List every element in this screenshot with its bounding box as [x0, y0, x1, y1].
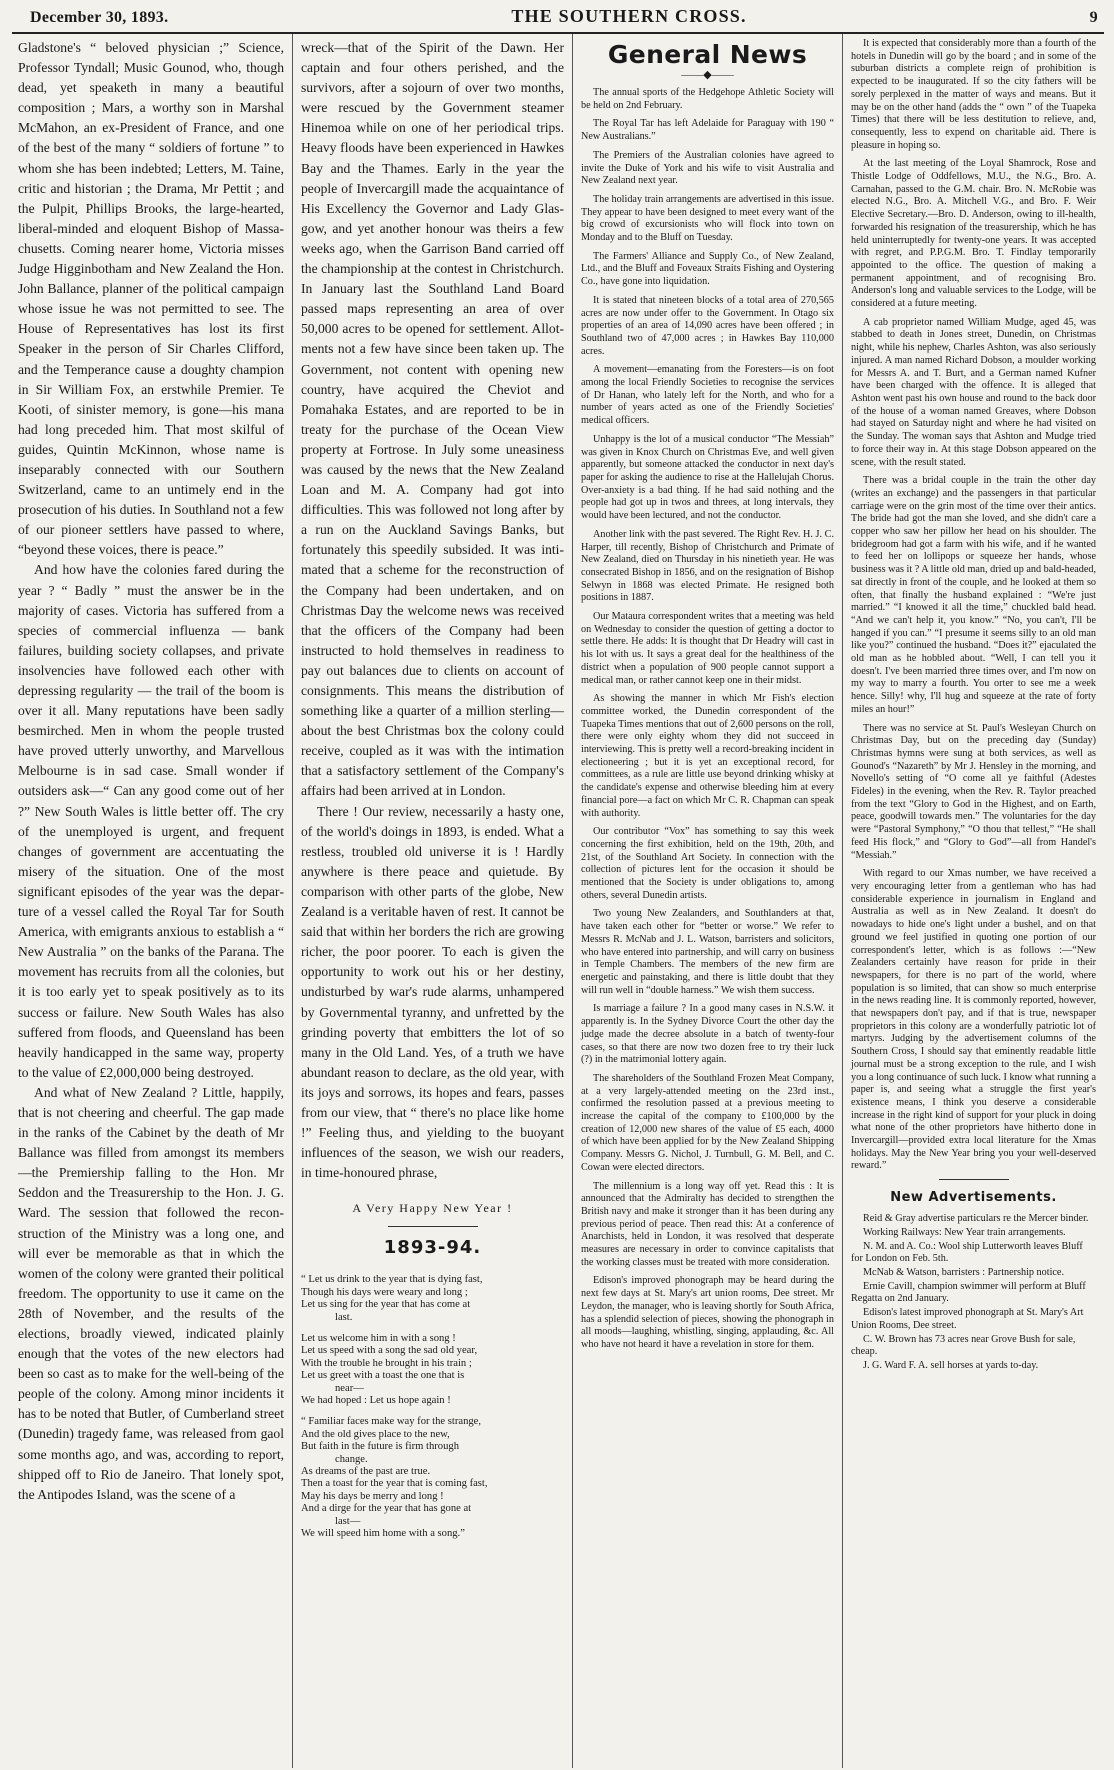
poem-line: change. [335, 1453, 368, 1465]
issue-date: December 30, 1893. [30, 9, 169, 26]
advertisement-item: Edison's latest improved phonograph at St. Mary's Art Union Rooms, Dee street. [851, 1307, 1084, 1331]
news-item: A movement—emanating from the Foresters—is on foot among the local Friendly Societies to recognise the services of Dr Hanan, who lately left for the North, and who for a number of years acted as one of the Friendly Societies' medical officers. [581, 364, 834, 427]
advertisement-item: Ernie Cavill, champion swimmer will perform at Bluff Regatta on 2nd January. [851, 1280, 1086, 1305]
advertisement-item: N. M. and A. Co.: Wool ship Lutterworth leaves Bluff for London on Feb. 5th. [851, 1240, 1083, 1265]
review-paragraph: wreck—that of the Spirit of the Dawn. Her captain and four others perished, and the survivors, after a sojourn of over two months, were rescued by the Government steamer Hinemoa while on one of her periodical trips. Heavy floods have been experienced in Hawkes Bay and the Thames. Early in the year the people of Invercargill made the acquaintance of His Excellency the Governor and Lady Glasgow, and yet another honour was theirs a few weeks ago, when the Garrison Band carried off the championship at the contest in Christchurch. In January last the Southland Land Board passed maps representing an area of over 50,000 acres to be opened for settlement. Allotments not a few have since been taken up. The Government, not content with opening new country, have acquired the Cheviot and Pomahaka Estates, and are reported to be in treaty for the purchase of the Ocean View property at Fortrose. In July some uneasiness was caused by the news that the New Zealand Loan and M. A. Company had got into difficulties. This was followed not long after by a run on the Auckland Savings Banks, but fortunately this speedily subsided. It was intimated that a scheme for the reconstruction of the Company had been undertaken, and on Christmas Day the welcome news was received that the officers of the Company had been instructed to hold themselves in readiness to pay out balances due to clients on account of consignments. This means the distribution of something like a quarter of a million sterling—about the best Christmas box the colony could receive, coupled as it was with the intimation that a satisfactory settlement of the Company's affairs had been arrived at in London. [301, 40, 564, 799]
poem-line: And the old gives place to the new, [301, 1428, 450, 1440]
review-paragraph: And what of New Zealand ? Little, happily, that is not cheering and cheerful. The gap made in the ranks of the Cabinet by the death of Mr Ballance was filled from amongst its members—the Premiership falling to the Hon. Mr Seddon and the Treasurership to the Hon. J. G. Ward. The session that followed the reconstruction of the Ministry was a long one, and will ever be memorable as that in which the women of the colony were granted their political freedom. The opportunity to use it came on the 28th of November, and the results of the elections, broadly viewed, indicated plainly enough that the votes of the new electors had been so cast as to make for the well-being of the people of the colony. Among minor incidents it has to be noted that Butler, of Cumberland street (Dunedin) tragedy fame, was released from gaol some months ago, and was, according to report, shipped off to Rio de Janeiro. That lonely spot, the Antipodes Island, was the scene of a [18, 1084, 284, 1502]
new-year-greeting: A Very Happy New Year ! [352, 1201, 513, 1216]
poem-line: With the trouble he brought in his train ; [301, 1357, 472, 1369]
poem-line: “ Let us drink to the year that is dying fast, [301, 1274, 483, 1286]
advertisement-item: C. W. Brown has 73 acres near Grove Bush for sale, cheap. [851, 1333, 1076, 1358]
news-item: There was no service at St. Paul's Wesleyan Church on Christmas Day, but on the preceding day (Sunday) Christmas hymns were sung at both services, as well as Gounod's “Nazareth” by Mr J. Hensley in the morning, and Novello's setting of “O come all ye faithful (Adestes Fideles) in the evening, when the Rev. R. Taylor preached from the text “Glory to God in the Highest, and on Earth, peace, goodwill towards men.” The voluntaries for the day were “Pastoral Symphony,” “O thou that tellest,” “He shall feed His flock,” and “Glory to God”—all from Handel's “Messiah.” [851, 722, 1096, 861]
poem-line: But faith in the future is firm through [301, 1441, 459, 1453]
poem-line: Let us speed with a song the sad old year, [301, 1345, 478, 1357]
news-item: It is expected that considerably more than a fourth of the hotels in Dunedin will go by the board ; and in some of the suburban districts a complete reign of prohibition is expected to be inaugurated. If so the city fathers will be sorely perplexed in the matter of ways and means. But it may be on the other hand (adds the “ own ” of the Tuapeka Times) that there will be less destitution to relieve, and, consequently, less to expend on charitable aid. There is pleasure in hoping so. [851, 38, 1096, 151]
review-paragraph: Gladstone's “ beloved physician ;” Science, Professor Tyndall; Music Gounod, who, though dead, yet speaketh in many a beautiful composition ; Mars, a worthy son in Marshal McMahon, an ex-President of France, and one of the best of the many “ soldiers of fortune ” to whom she has been indebted; Letters, M. Taine, critic and historian ; the Drama, Mr Pettit ; and the Pulpit, Phillips Brooks, the large-hearted, liberal-minded and eloquent Bishop of Massachusetts. Coming nearer home, Victoria misses Judge Higginbotham and New Zealand the Hon. John Ballance, planner of the political campaign whose issue he was not permitted to see. The House of Representatives has lost its first Speaker in the person of Sir Charles Clifford, and the Temperance cause a doughty champion in Sir William Fox, an erstwhile Premier. Te Kooti, of sinister memory, is gone—his mana had long preceded him. That most skilful of guides, Quintin McKinnon, whose name is inseparably connected with our Southern Switzerland, came to an untimely end in the prosecution of his duties. In Southland not a few of our pioneer settlers have passed to where, “beyond these voices, there is peace.” [18, 40, 284, 558]
news-item: The shareholders of the Southland Frozen Meat Company, at a very largely-attended meeting on the 23rd inst., confirmed the resolution passed at a previous meeting to increase the capital of the company to £100,000 by the creation of 12,000 new shares of the value of £5 each, 4000 of which have been applied for by the New Zealand Shipping Company. Messrs G. Nichol, J. Turnbull, G. M. Bell, and C. Cowan were elected directors. [581, 1072, 834, 1173]
advertisements-list [851, 1213, 1096, 1372]
news-item: Another link with the past severed. The Right Rev. H. J. C. Harper, till recently, Bishop of Christchurch and Primate of New Zealand, died on Thursday in his ninetieth year. He was consecrated Bishop in 1856, and on the resignation of Bishop Selwyn in 1868 was elected Primate. He resigned both positions in 1887. [581, 528, 834, 604]
news-item: A cab proprietor named William Mudge, aged 45, was stabbed to death in Jones street, Dunedin, on Christmas night, while his nephew, Charles Ashton, was also seriously injured. A man named Richard Dobson, a moulder working for Messrs A. and T. Burt, and a German named Kufner have been charged with the offence. It is alleged that Ashton went past his own house and round to the back door of the house of a woman named Greaves, where Dobson had stayed on Saturday night and where he had visited on the Sunday. The woman says that Ashton and Mudge tried to force their way in. At this stage Dobson appeared on the scene, with the result stated. [851, 316, 1096, 468]
column-4 [842, 34, 1104, 1768]
poem-line: Let us welcome him in with a song ! [301, 1332, 456, 1344]
poem-line: last. [335, 1311, 353, 1323]
poem-stanza [301, 1274, 564, 1324]
poem-line: “ Familiar faces make way for the strange, [301, 1416, 482, 1428]
page-number: 9 [1089, 9, 1098, 26]
column-1 [12, 34, 292, 1768]
advertisement-item: McNab & Watson, barristers : Partnership notice. [863, 1266, 1064, 1278]
section-heading-new-advertisements: New Advertisements. [890, 1190, 1057, 1206]
news-item: There was a bridal couple in the train the other day (writes an exchange) and the passengers in that particular carriage were on the grin most of the time over their antics. The bride had got the man she loved, and she didn't care a copper who saw her pillow her head on his shoulder. The bridegroom had got a farm with his wife, and if he wanted to feed her on lollipops or squeeze her hands, whose business was it ? A little old man, dried up and bald-headed, sat directly in front of the couple, and he looked at them so often, that finally the husband explained : “We're just married.” “I knowed it all the time,” chuckled bald head. “And we can't help it, you know.” “No, you can't, I'll be hanged if you can.” “I presume it seems silly to an old man like you?” continued the husband. “Does it?” ejaculated the old man as he hobbled about. “Well, I can tell you it doesn't. I've been married three times over, and I'm now on my way to marry a fourth. You orter to see me a week hence. Silly! why, I'll hug and squeeze at the rate of forty miles an hour!” [851, 475, 1096, 715]
poem-stanza [301, 1416, 564, 1540]
poem-line: Though his days were weary and long ; [301, 1286, 468, 1298]
newspaper-title: THE SOUTHERN CROSS. [511, 6, 747, 26]
news-item: Our Mataura correspondent writes that a meeting was held on Wednesday to consider the question of getting a doctor to settle there. He adds: It is thought that Dr Headry will cast in his lot with us. It says a great deal for the healthiness of the district when a population of 900 people cannot support a medical man, or rather cannot keep one in their midst. [581, 611, 834, 686]
news-item: Two young New Zealanders, and Southlanders at that, have taken each other for “better or worse.” We refer to Messrs R. McNab and J. L. Watson, barristers and solicitors, who have entered into partnership, and will carry on business in Temple Chambers. The members of the new firm are energetic and painstaking, and there is little doubt that they will run well in “double harness.” We wish them success. [581, 908, 834, 996]
poem-line: Then a toast for the year that is coming fast, [301, 1478, 488, 1490]
poem-line: May his days be merry and long ! [301, 1490, 444, 1502]
ornament: ——◆—— [681, 69, 734, 81]
news-item: As showing the manner in which Mr Fish's election committee worked, the Dunedin correspondent of the Tuapeka Times mentions that out of 2,600 persons on the roll, there were only eighty whom they did not succeed in interviewing. This is pretty well a record-breaking incident in electioneering ; but it is yet an exceptional record, for committees, as a rule are little use beyond drinking whisky at the candidate's expense and otherwise bleeding him at every financial pore—a fact on which Mr C. R. Chapman can speak with authority. [581, 693, 834, 819]
column-3 [572, 34, 842, 1768]
advertisement-item: J. G. Ward F. A. sell horses at yards to-day. [863, 1359, 1039, 1371]
poem-line: As dreams of the past are true. [301, 1466, 431, 1478]
news-item: Our contributor “Vox” has something to say this week concerning the first exhibition, held on the 19th, 20th, and 21st, of the Southland Art Society. In connection with the collection of pictures lent for the occasion it should be mentioned that the Society is under obligations to, among others, several Dunedin artists. [581, 826, 834, 901]
news-item: With regard to our Xmas number, we have received a very encouraging letter from a gentleman who has had considerable experience in journalism in England and Australia as well as in New Zealand. It doesn't do nowadays to hide one's light under a bushel, and on that ground we feel justified in quoting one portion of our correspondent's letter, which is as follows :—“New Zealanders certainly have reason for pride in their newspapers, for there is no part of the world, where population is so limited, that can show so much enterprise in the news reading line. It is commonly reported, however, that newspapers don't pay, and if that is true, newspaper proprietors in this colony are a wonderfully patriotic lot of martyrs. Judging by the advertisement columns of the Southern Cross, I should say that eminently readable little journal must be a strong exception to the rule, and I wish you a long continuance of such luck. I know what running a paper is, and seeing what a struggle the first year's existence means, I think you deserve a considerable increase in the right kind of support for your pluck in doing what none of the other proprietors have hitherto done in Invercargill—provided extra local literature for the Xmas holidays. May the New Year bring you your well-deserved reward.” [851, 868, 1096, 1172]
divider [388, 1226, 478, 1227]
poem-line: Let us greet with a toast the one that is [301, 1370, 465, 1382]
poem-line: last— [335, 1515, 361, 1527]
news-item: The holiday train arrangements are advertised in this issue. They appear to have been designed to meet every want of the big crowd of excursionists who will flock into town on Monday and to the Bluff on Tuesday. [581, 193, 834, 244]
news-item: Edison's improved phonograph may be heard during the next few days at St. Mary's art union rooms, Dee street. Mr Leydon, the manager, who is leaving shortly for South Africa, has a splendid selection of pieces, showing the phonograph in all moods—laughing, whistling, singing, applauding, &c. All who have not heard it have a revelation in store for them. [581, 1275, 834, 1350]
news-item: Unhappy is the lot of a musical conductor “The Messiah” was given in Knox Church on Christmas Eve, and well given apparently, but someone attacked the conductor in next day's paper for asking the audience to rise at the Hallelujah Chorus. Over-anxiety is a bad thing. If he had said nothing and the people had got up in twos and threes, at long intervals, they would have been lectured, and not the conductor. [581, 433, 834, 522]
news-item: The Premiers of the Australian colonies have agreed to invite the Duke of York and his wife to visit Australia and New Zealand next year. [581, 149, 834, 187]
divider [939, 1179, 1009, 1180]
news-item: The millennium is a long way off yet. Read this : It is announced that the Admiralty has decided to strengthen the British navy and make it stronger than it has been during any previous period of peace. Then read this: At a conference of Anarchists, held in London, it was resolved that desperate measures are necessary in order to convince capitalists that the working classes must be treated with more consideration. [581, 1180, 834, 1268]
poem-line: Let us sing for the year that has come at [301, 1299, 471, 1311]
advertisement-item: Working Railways: New Year train arrangements. [863, 1226, 1066, 1238]
column-2 [292, 34, 572, 1768]
columns [12, 34, 1104, 1768]
advertisement-item: Reid & Gray advertise particulars re the Mercer binder. [863, 1213, 1089, 1225]
section-heading-general-news: General News [607, 40, 808, 69]
review-paragraph: There ! Our review, necessarily a hasty one, of the world's doings in 1893, is ended. What a restless, troubled old universe it is ! Hardly anywhere is there peace and quietude. By comparison with other parts of the globe, New Zealand is a veritable haven of rest. It cannot be said that within her borders the rich are growing richer, the poor poorer. To each is given the opportunity to work out his or her destiny, undisturbed by war's rude alarms, unhampered by Governmental tyranny, and unfretted by the grinding poverty that embitters the lot of so many in the Old Land. Yes, of a truth we have abundant reason to declare, as the old year, with its joys and sorrows, its hopes and fears, passes from our view, that “ there's no place like home !” Feeling thus, and yielding to the buoyant influences of the season, we wish our readers, in time-honoured phrase, [301, 803, 564, 1181]
review-paragraph: And how have the colonies fared during the year ? “ Badly ” must the answer be in the majority of cases. Victoria has suffered from a species of commercial influenza — bank failures, building society collapses, and private insolvencies have followed each other with depressing regularity — the trail of the boom is over it all. Many reputations have been sadly besmirched. Men in whom the people trusted have proved utterly unworthy, and Marvellous Melbourne is in sad case. Small wonder if outsiders ask—“ Can any good come out of her ?” New South Wales is little better off. The cry of the unemployed is urgent, and frequent changes of government are accentuating the misery of the situation. One of the most significant episodes of the year was the departure of a vessel called the Royal Tar for South America, with emigrants anxious to establish a “ New Australia ” on the banks of the Parana. The movement has recruits from all the colonies, but it is too early yet to speak positively as to its success or failure. New South Wales has also suffered from floods, and Queensland has been heavily handicapped in the same way, property to the value of £2,000,000 being destroyed. [18, 562, 284, 1080]
poem-line: And a dirge for the year that has gone at [301, 1503, 472, 1515]
news-item: At the last meeting of the Loyal Shamrock, Rose and Thistle Lodge of Oddfellows, M.U., the N.G., Bro. A. Carnahan, passed to the G.M. chair. Bro. N. McRobie was elected N.G., Bro. A. Mitchell V.G., and Bro. F. Weir Elective Secretary.—Bro. D. Anderson, owing to ill-health, forwarded his resignation of the treasurership, which he has held uninterruptedly for twenty-one years. It was accepted with regret, and P.P.G.M. Bro. T. Findlay temporarily appointed to the office. The question of making a permanent appointment, and of recognising Bro. Anderson's long and valuable services to the Lodge, will be considered at a future meeting. [851, 158, 1096, 310]
poem-title: 1893-94. [383, 1237, 482, 1259]
news-item: Is marriage a failure ? In a good many cases in N.S.W. it apparently is. In the Sydney Divorce Court the other day the judge made the decree absolute in a batch of twenty-four cases, so that there are now two dozen free to try their luck (?) in the matrimonial lottery again. [581, 1003, 834, 1066]
news-item: The Royal Tar has left Adelaide for Paraguay with 190 “ New Australians.” [581, 118, 834, 143]
news-item: It is stated that nineteen blocks of a total area of 270,565 acres are now under offer to the Government. In Otago six properties of an area of 14,090 acres have been offered ; in Southland two of 47,000 acres ; in Hawkes Bay 110,000 acres. [581, 294, 834, 357]
poem-stanza [301, 1333, 564, 1407]
poem-line: near— [335, 1382, 364, 1394]
news-item: The Farmers' Alliance and Supply Co., of New Zealand, Ltd., and the Bluff and Foveaux Straits Fishing and Oystering Co., have gone into liquidation. [581, 250, 834, 288]
news-item: The annual sports of the Hedgehope Athletic Society will be held on 2nd February. [581, 87, 834, 111]
masthead [12, 6, 1104, 30]
poem-line: We will speed him home with a song.” [301, 1528, 465, 1540]
poem-line: We had hoped : Let us hope again ! [301, 1395, 451, 1406]
